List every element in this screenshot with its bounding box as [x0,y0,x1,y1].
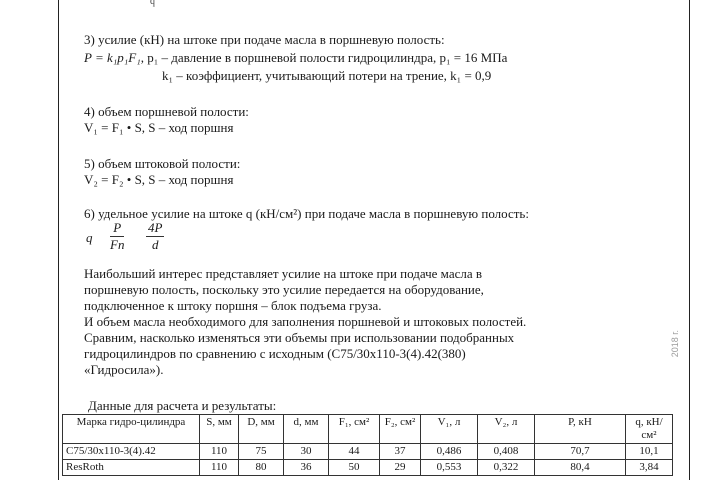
s6-f1-denominator: Fп [110,237,125,252]
table-cell: 80,4 [535,460,626,476]
table-cell: 80 [239,460,284,476]
paragraph-line: Наибольший интерес представляет усилие на штоке при подаче масла в [84,266,483,281]
col-header: V₁, л [421,415,478,444]
table-cell: 110 [200,444,239,460]
table-cell: 0,553 [421,460,478,476]
s6-fraction-2 [146,220,164,253]
table-cell: 29 [380,460,421,476]
s6-f2-numerator: 4P [148,220,163,235]
paragraph-line: «Гидросила»). [84,362,164,377]
table-cell: 0,322 [478,460,535,476]
table-cell: 75 [239,444,284,460]
table-cell: 70,7 [535,444,626,460]
col-header: F₁, см² [329,415,380,444]
table-cell: 37 [380,444,421,460]
s5-heading: 5) объем штоковой полости: [84,156,241,171]
top-fragment: q [150,0,155,7]
table-cell: 3,84 [626,460,673,476]
table-row [63,444,673,460]
table-row [63,460,673,476]
s6-fraction-1 [110,220,124,253]
s5-formula: V₂ = F₂ • S, S – ход поршня [84,172,234,187]
paragraph-line: поршневую полость, поскольку это усилие передается на оборудование, [84,282,484,297]
s6-q-symbol: q [86,230,93,245]
col-header: Марка гидро-цилиндра [63,415,200,444]
body-paragraph [84,266,644,378]
col-header: S, мм [200,415,239,444]
results-table [62,414,673,476]
table-cell: 110 [200,460,239,476]
col-header: F₂, см² [380,415,421,444]
s6-f1-numerator: P [110,220,124,237]
s3-desc2: k₁ – коэффициент, учитывающий потери на трение, k₁ = 0,9 [162,68,492,83]
paragraph-line: И объем масла необходимого для заполнения поршневой и штоковых полостей. [84,314,527,329]
paragraph-line: Сравним, насколько изменяться эти объемы при использовании подобранных [84,330,515,345]
table-cell: 30 [284,444,329,460]
s3-formula: P = k₁p₁F₁ [84,50,141,65]
table-cell: 50 [329,460,380,476]
side-watermark: 2018 г. [670,330,680,358]
table-cell: 36 [284,460,329,476]
table-cell: 0,408 [478,444,535,460]
table-cell: 0,486 [421,444,478,460]
table-cell: ResRoth [63,460,200,476]
col-header: D, мм [239,415,284,444]
s4-heading: 4) объем поршневой полости: [84,104,249,119]
table-title: Данные для расчета и результаты: [88,398,277,413]
s3-desc1: , p₁ – давление в поршневой полости гидроцилиндра, p₁ = 16 МПа [140,50,508,65]
s6-heading: 6) удельное усилие на штоке q (кН/см²) при подаче масла в поршневую полость: [84,206,529,221]
col-header: P, кН [535,415,626,444]
table-cell: 44 [329,444,380,460]
s4-formula: V₁ = F₁ • S, S – ход поршня [84,120,234,135]
table-header-row [63,415,673,444]
paragraph-line: подключенное к штоку поршня – блок подъема груза. [84,298,382,313]
table-cell: 10,1 [626,444,673,460]
s3-heading: 3) усилие (кН) на штоке при подаче масла в поршневую полость: [84,32,445,47]
s6-f2-denominator: d [151,237,159,252]
col-header: q, кН/см² [626,415,673,444]
paragraph-line: гидроцилиндров по сравнению с исходным (С75/30х110-3(4).42(380) [84,346,466,361]
s3-formula-line [84,50,507,66]
col-header: V₂, л [478,415,535,444]
col-header: d, мм [284,415,329,444]
table-cell: С75/30х110-3(4).42 [63,444,200,460]
